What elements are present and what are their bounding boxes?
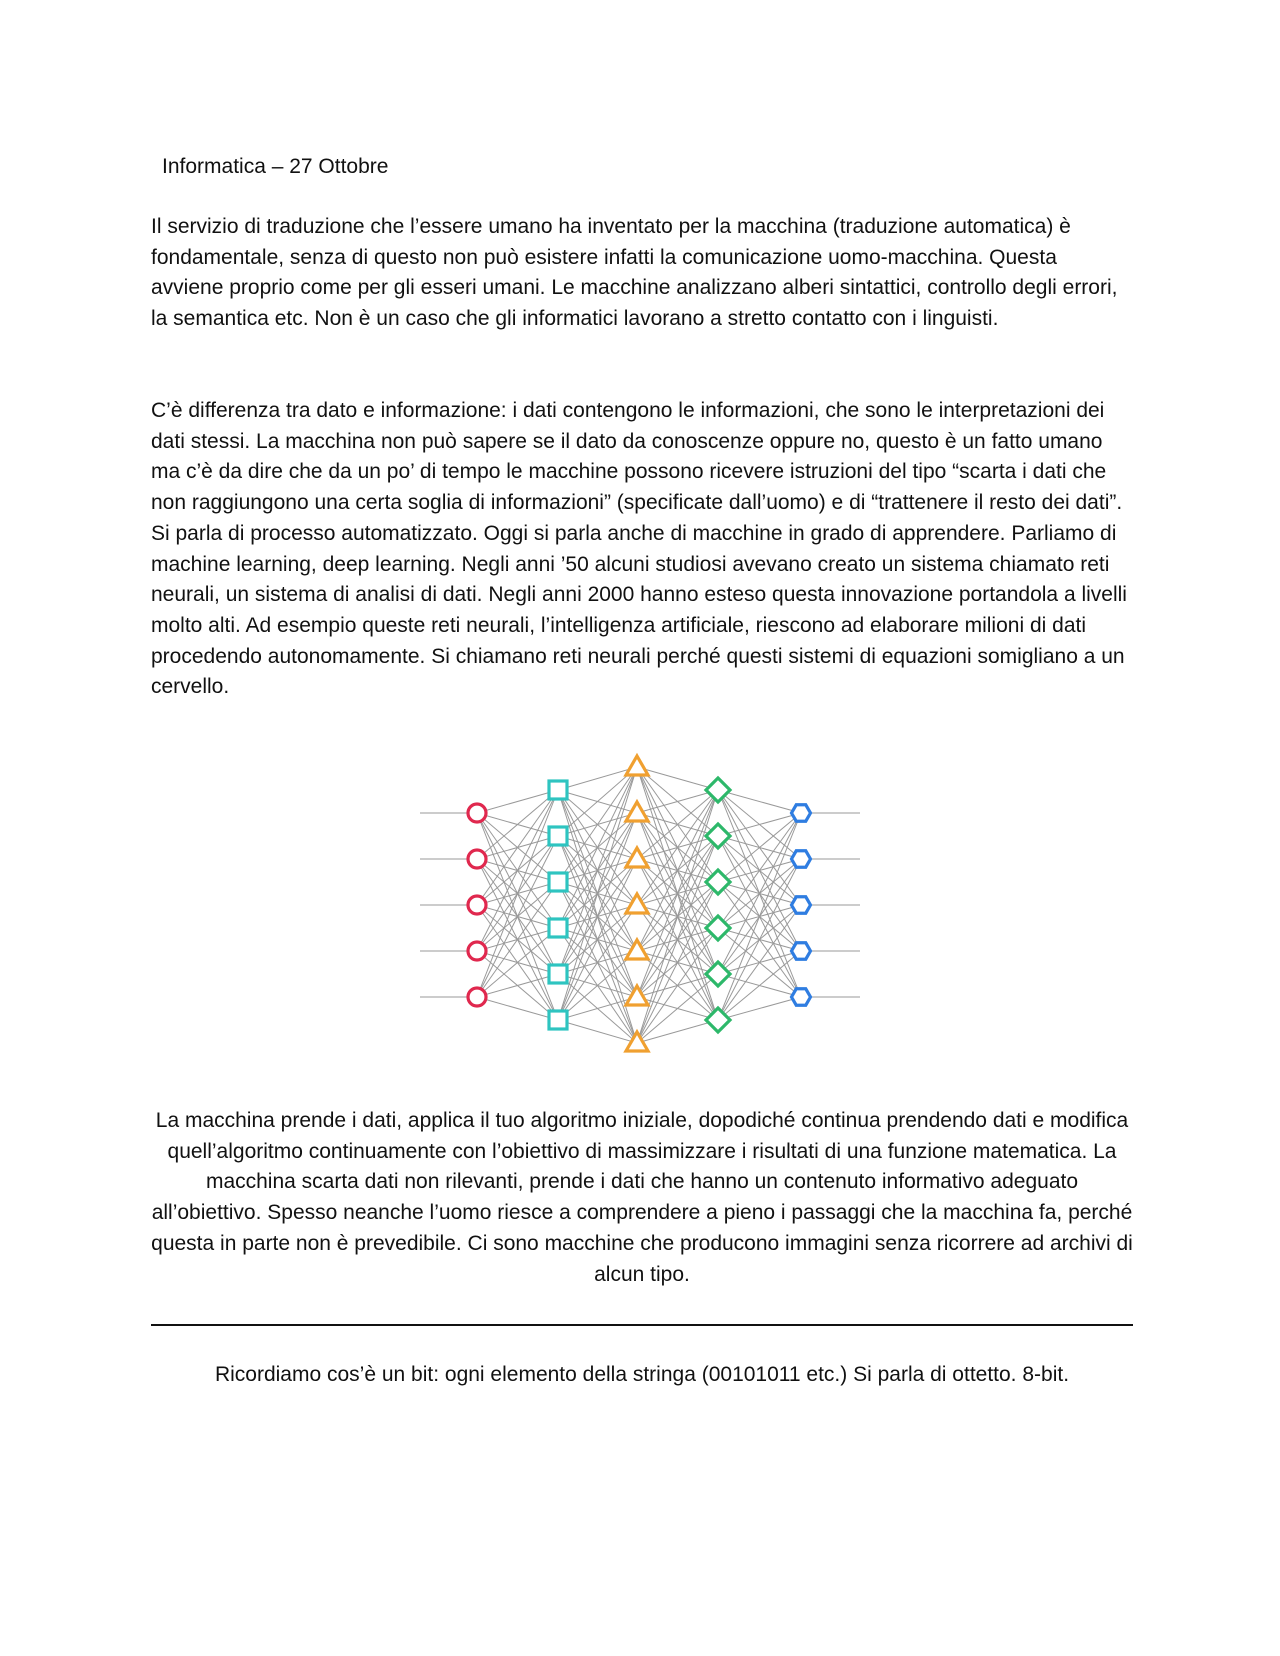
triangle-icon bbox=[626, 894, 648, 913]
network-edge bbox=[558, 813, 637, 1020]
neural-network-diagram bbox=[420, 745, 860, 1060]
triangle-icon bbox=[626, 802, 648, 821]
network-edge bbox=[477, 882, 558, 997]
network-edge bbox=[558, 767, 637, 1020]
network-edge bbox=[558, 767, 637, 836]
network-edge bbox=[558, 1020, 637, 1043]
network-edge bbox=[718, 813, 801, 836]
network-edge bbox=[718, 951, 801, 1020]
diamond-icon bbox=[706, 778, 730, 802]
diamond-icon bbox=[706, 962, 730, 986]
hexagon-icon bbox=[792, 851, 811, 867]
network-edge bbox=[637, 928, 718, 1043]
network-edge bbox=[477, 836, 558, 997]
square-icon bbox=[549, 1011, 567, 1029]
square-icon bbox=[549, 965, 567, 983]
circle-icon bbox=[468, 942, 486, 960]
paragraph-machine-learning: La macchina prende i dati, applica il tuo algoritmo iniziale, dopodiché continua prendendo dati e modifica quell’algoritmo continuamente con l’obiettivo di massimizzare i risultati di una funzione matematica. La macchina scarta dati non rilevanti, prende i dati che hanno un contenuto informativo adeguato all’obiettivo. Spesso neanche l’uomo riesce a comprendere a pieno i passaggi che la macchina fa, perché questa in parte non è prevedibile. Ci sono macchine che producono immagini senza ricorrere ad archivi di alcun tipo. bbox=[151, 1109, 1133, 1286]
horizontal-divider bbox=[151, 1324, 1133, 1326]
network-edge bbox=[558, 767, 637, 882]
network-edge bbox=[637, 790, 718, 813]
network-edge bbox=[477, 790, 558, 905]
diamond-icon bbox=[706, 916, 730, 940]
network-edge bbox=[477, 974, 558, 997]
network-edge bbox=[637, 790, 718, 905]
paragraph-data-information: C’è differenza tra dato e informazione: i dati contengono le informazioni, che sono le interpretazioni dei dati stessi. La macchina non può sapere se il dato da conoscenze oppure no, questo è un fatto umano ma c’è da dire che da un po’ di tempo le macchine possono ricevere istruzioni del tipo “scarta i dati che non raggiungono una certa soglia di informazioni” (specificate dall’uomo) e di “trattenere il resto dei dati”. Si parla di processo automatizzato. Oggi si parla anche di macchine in grado di apprendere. Parliamo di machine learning, deep learning. Negli anni ’50 alcuni studiosi avevano creato un sistema chiamato reti neurali, un sistema di analisi di dati. Negli anni 2000 hanno esteso questa innovazione portandola a livelli molto alti. Ad esempio queste reti neurali, l’intelligenza artificiale, riescono ad elaborare milioni di dati procedendo autonomamente. Si chiamano reti neurali perché questi sistemi di equazioni somigliano a un cervello. bbox=[151, 399, 1127, 699]
network-edge bbox=[637, 1020, 718, 1043]
network-edge bbox=[558, 859, 637, 1020]
triangle-icon bbox=[626, 1032, 648, 1051]
hexagon-icon bbox=[792, 943, 811, 959]
diamond-icon bbox=[706, 1008, 730, 1032]
network-edge bbox=[637, 767, 718, 790]
square-icon bbox=[549, 919, 567, 937]
network-edge bbox=[558, 905, 637, 1020]
network-edge bbox=[558, 767, 637, 928]
network-edge bbox=[477, 997, 558, 1020]
circle-icon bbox=[468, 804, 486, 822]
network-edge bbox=[477, 790, 558, 951]
bit-footnote: Ricordiamo cos’è un bit: ogni elemento della stringa (00101011 etc.) Si parla di ottetto. 8-bit. bbox=[214, 1363, 1070, 1386]
network-edge bbox=[718, 813, 801, 928]
network-edge bbox=[477, 790, 558, 859]
network-edge bbox=[718, 997, 801, 1020]
circle-icon bbox=[468, 850, 486, 868]
network-edge bbox=[637, 790, 718, 859]
hexagon-icon bbox=[792, 897, 811, 913]
network-edge bbox=[558, 951, 637, 1020]
circle-icon bbox=[468, 896, 486, 914]
page-title: Informatica – 27 Ottobre bbox=[162, 155, 389, 178]
network-edge bbox=[477, 790, 558, 997]
hexagon-icon bbox=[792, 989, 811, 1005]
circle-icon bbox=[468, 988, 486, 1006]
network-edge bbox=[558, 997, 637, 1020]
square-icon bbox=[549, 873, 567, 891]
network-edge bbox=[718, 813, 801, 1020]
square-icon bbox=[549, 781, 567, 799]
network-edge bbox=[558, 767, 637, 974]
network-edge bbox=[477, 928, 558, 997]
network-edge bbox=[718, 813, 801, 882]
diamond-icon bbox=[706, 870, 730, 894]
triangle-icon bbox=[626, 986, 648, 1005]
paragraph-translation: Il servizio di traduzione che l’essere umano ha inventato per la macchina (traduzione automatica) è fondamentale, senza di questo non può esistere infatti la comunicazione uomo-macchina. Questa avviene proprio come per gli esseri umani. Le macchine analizzano alberi sintattici, controllo degli errori, la semantica etc. Non è un caso che gli informatici lavorano a stretto contatto con i linguisti. bbox=[151, 215, 1118, 331]
square-icon bbox=[549, 827, 567, 845]
triangle-icon bbox=[626, 848, 648, 867]
network-edge bbox=[637, 974, 718, 1043]
diamond-icon bbox=[706, 824, 730, 848]
network-nodes bbox=[468, 756, 811, 1051]
network-edge bbox=[718, 790, 801, 813]
network-edge bbox=[477, 790, 558, 813]
hexagon-icon bbox=[792, 805, 811, 821]
network-edge bbox=[718, 905, 801, 1020]
network-edge bbox=[558, 767, 637, 790]
triangle-icon bbox=[626, 756, 648, 775]
triangle-icon bbox=[626, 940, 648, 959]
